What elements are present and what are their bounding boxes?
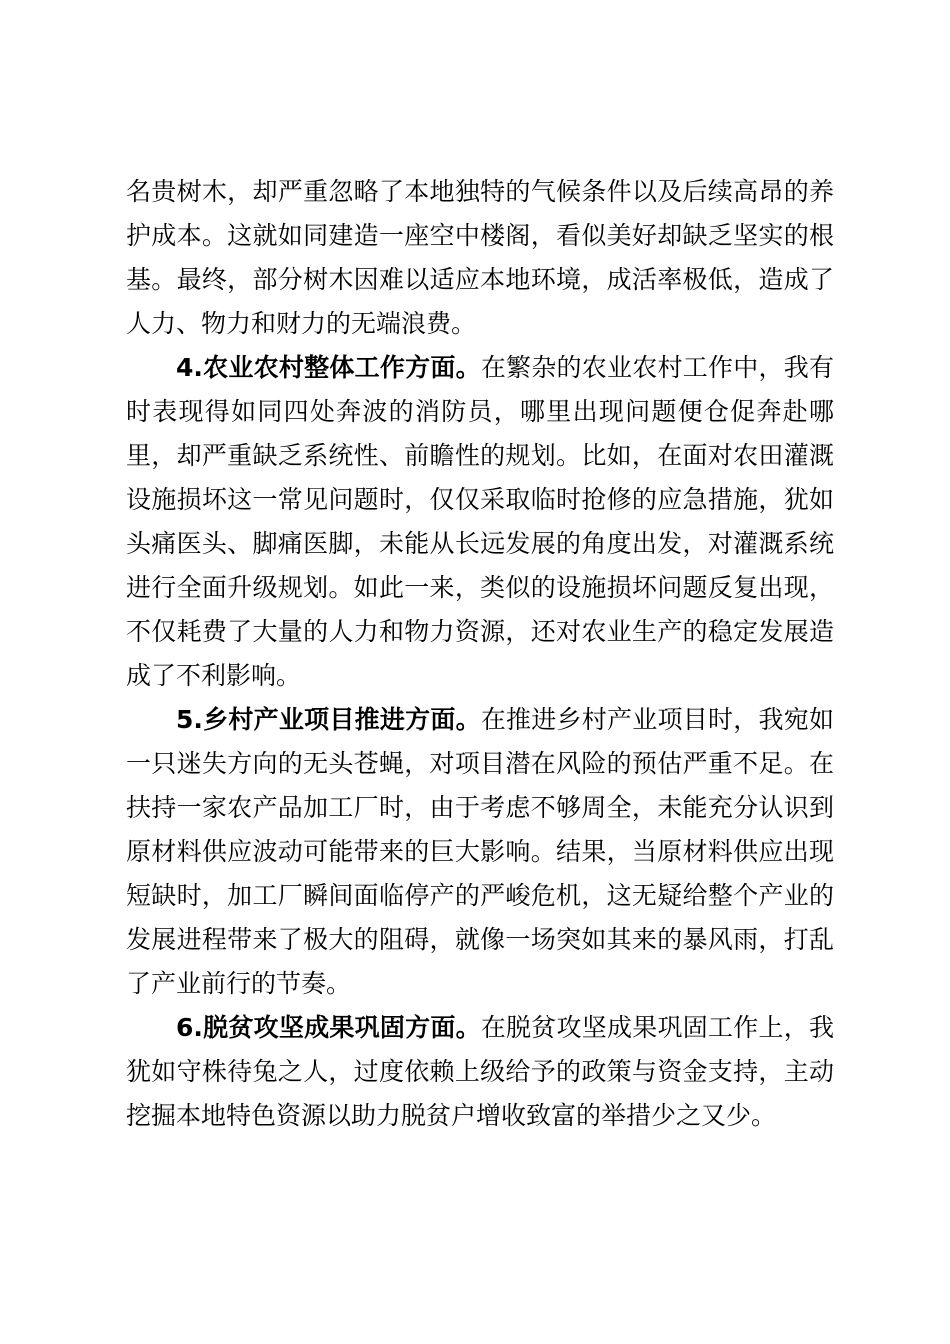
- paragraph-heading: 4.农业农村整体工作方面。: [176, 353, 481, 382]
- paragraph-agriculture-rural-work: [126, 346, 834, 698]
- paragraph-rural-industry-projects: [126, 698, 834, 1006]
- paragraph-heading: 5.乡村产业项目推进方面。: [176, 705, 481, 734]
- paragraph-poverty-alleviation: [126, 1006, 834, 1138]
- paragraph-text: 名贵树木，却严重忽略了本地独特的气候条件以及后续高昂的养护成本。这就如同建造一座空中楼阁，看似美好却缺乏坚实的根基。最终，部分树木因难以适应本地环境，成活率极低，造成了人力、物力和财力的无端浪费。: [126, 177, 834, 338]
- paragraph-continuation: [126, 170, 834, 346]
- paragraph-heading: 6.脱贫攻坚成果巩固方面。: [176, 1013, 481, 1042]
- paragraph-text: 在脱贫攻坚成果巩固工作上，我犹如守株待兔之人，过度依赖上级给予的政策与资金支持，主动挖掘本地特色资源以助力脱贫户增收致富的举措少之又少。: [126, 1013, 834, 1130]
- document-body: [126, 170, 834, 1138]
- paragraph-text: 在繁杂的农业农村工作中，我有时表现得如同四处奔波的消防员，哪里出现问题便仓促奔赴哪里，却严重缺乏系统性、前瞻性的规划。比如，在面对农田灌溉设施损坏这一常见问题时，仅仅采取临时抢修的应急措施，犹如头痛医头、脚痛医脚，未能从长远发展的角度出发，对灌溉系统进行全面升级规划。如此一来，类似的设施损坏问题反复出现，不仅耗费了大量的人力和物力资源，还对农业生产的稳定发展造成了不利影响。: [126, 353, 834, 690]
- paragraph-text: 在推进乡村产业项目时，我宛如一只迷失方向的无头苍蝇，对项目潜在风险的预估严重不足。在扶持一家农产品加工厂时，由于考虑不够周全，未能充分认识到原材料供应波动可能带来的巨大影响。结果，当原材料供应出现短缺时，加工厂瞬间面临停产的严峻危机，这无疑给整个产业的发展进程带来了极大的阻碍，就像一场突如其来的暴风雨，打乱了产业前行的节奏。: [126, 705, 834, 998]
